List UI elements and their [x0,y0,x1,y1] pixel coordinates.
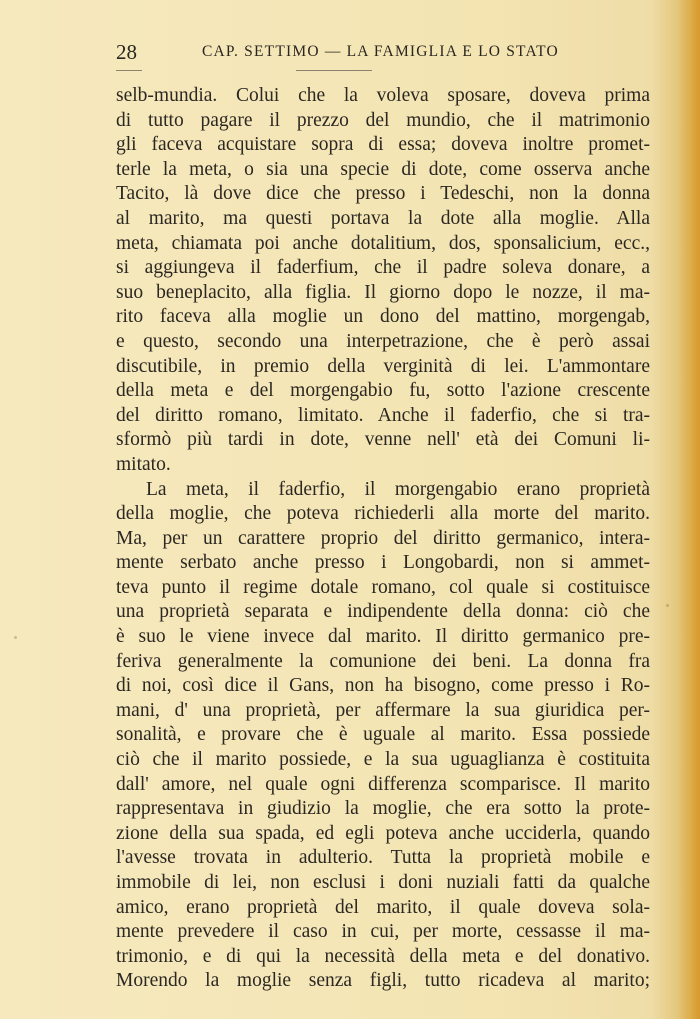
text-line: mani, d' una proprietà, per affermare la sua giuridica per- [116,699,650,721]
text-line: zione della sua spada, ed egli poteva anche ucciderla, quando [116,822,650,844]
text-line: l'avesse trovata in adulterio. Tutta la proprietà mobile e [116,847,650,869]
body-text [116,84,650,994]
text-line: di noi, così dice il Gans, non ha bisogno, come presso i Ro- [116,675,650,697]
text-line: suo beneplacito, alla figlia. Il giorno dopo le nozze, il ma- [116,281,650,303]
text-line: mitato. [116,453,171,475]
text-line: Morendo la moglie senza figli, tutto ricadeva al marito; [116,970,650,992]
text-line: immobile di lei, non esclusi i doni nuziali fatti da qualche [116,872,650,893]
page-header [116,40,648,70]
text-line: è suo le viene invece dal marito. Il diritto germanico pre- [116,626,650,648]
text-line: terle la meta, o sia una specie di dote, come osserva anche [116,158,650,180]
text-line: Tacito, là dove dice che presso i Tedeschi, non la donna [116,183,650,205]
text-line: di tutto pagare il prezzo del mundio, che il matrimonio [116,109,650,131]
text-line: trimonio, e di qui la necessità della meta e del donativo. [116,945,650,967]
text-line: e questo, secondo una interpetrazione, che è però assai [116,330,650,352]
text-line: della meta e del morgengabio fu, sotto l'azione crescente [116,380,650,402]
text-line: feriva generalmente la comunione dei beni. La donna fra [116,650,650,672]
page-number: 28 [116,40,137,64]
text-line: una proprietà separata e indipendente della donna: ciò che [116,601,650,623]
paragraph-first-line: La meta, il faderfio, il morgengabio erano proprietà [146,478,650,500]
text-line: amico, erano proprietà del marito, il quale doveva sola- [116,896,650,918]
text-line: discutibile, in premio della verginità di lei. L'ammontare [116,355,650,377]
paper-speck [14,636,17,639]
text-line: della moglie, che poteva richiederli alla morte del marito. [116,503,650,525]
text-line: del diritto romano, limitato. Anche il faderfio, che si tra- [116,404,650,426]
text-line: sonalità, e provare che è uguale al marito. Essa possiede [116,724,650,746]
text-line: sformò più tardi in dote, venne nell' età dei Comuni li- [116,429,650,451]
text-line: meta, chiamata poi anche dotalitium, dos, sponsalicium, ecc., [116,232,650,254]
text-line: rito faceva alla moglie un dono del mattino, morgengab, [116,306,650,328]
header-rule [296,70,372,71]
paper-speck [666,604,669,607]
text-line: rappresentava in giudizio la moglie, che era sotto la prote- [116,798,650,820]
header-rule [116,70,142,71]
text-line: dall' amore, nel quale ogni differenza scomparisce. Il marito [116,773,650,795]
running-head: CAP. SETTIMO — LA FAMIGLIA E LO STATO [202,43,559,60]
text-line: mente serbato anche presso i Longobardi, non si ammet- [116,552,650,574]
text-line: mente prevedere il caso in cui, per morte, cessasse il ma- [116,921,650,943]
text-line: ciò che il marito possiede, e la sua uguaglianza è costituita [116,749,650,771]
text-line: Ma, per un carattere proprio del diritto germanico, intera- [116,527,650,549]
text-line: gli faceva acquistare sopra di essa; doveva inoltre promet- [116,134,650,156]
text-line: al marito, ma questi portava la dote alla moglie. Alla [116,207,650,229]
text-line: selb-mundia. Colui che la voleva sposare, doveva prima [116,85,650,106]
text-line: teva punto il regime dotale romano, col quale si costituisce [116,576,650,598]
text-line: si aggiungeva il faderfium, che il padre soleva donare, a [116,257,650,279]
page-edge-shadow [678,0,700,1019]
